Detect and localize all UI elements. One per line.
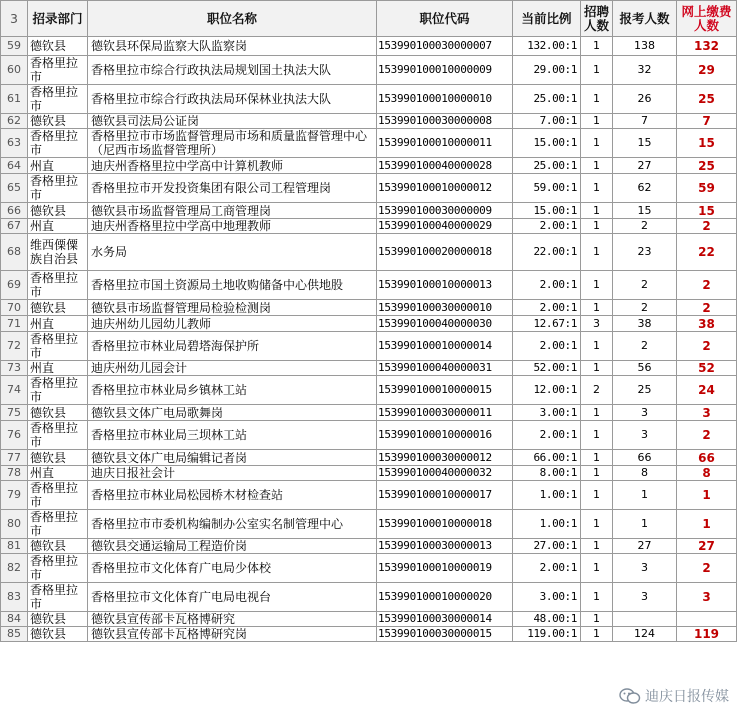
table-row xyxy=(1,554,737,583)
table-row xyxy=(1,539,737,554)
row-hire: 1 xyxy=(581,332,613,361)
row-hire: 1 xyxy=(581,612,613,627)
row-paid: 7 xyxy=(677,114,737,129)
row-ratio: 59.00:1 xyxy=(513,174,581,203)
watermark xyxy=(619,686,729,706)
row-code: 153990100010000016 xyxy=(377,421,513,450)
row-paid: 2 xyxy=(677,219,737,234)
row-paid: 2 xyxy=(677,271,737,300)
row-paid: 22 xyxy=(677,234,737,271)
row-applicants: 2 xyxy=(613,219,677,234)
row-code: 153990100030000015 xyxy=(377,627,513,642)
row-number: 82 xyxy=(1,554,28,583)
row-code: 153990100030000012 xyxy=(377,450,513,466)
position-header: 职位名称 xyxy=(88,1,377,37)
row-number: 64 xyxy=(1,158,28,174)
row-dept: 香格里拉市 xyxy=(28,332,88,361)
row-paid: 29 xyxy=(677,56,737,85)
row-applicants: 138 xyxy=(613,37,677,56)
row-number: 59 xyxy=(1,37,28,56)
row-number: 60 xyxy=(1,56,28,85)
row-dept: 德钦县 xyxy=(28,450,88,466)
row-code: 153990100030000010 xyxy=(377,300,513,316)
row-number: 66 xyxy=(1,203,28,219)
table-row xyxy=(1,271,737,300)
table-row xyxy=(1,332,737,361)
row-hire: 1 xyxy=(581,554,613,583)
row-paid: 15 xyxy=(677,129,737,158)
row-paid: 2 xyxy=(677,421,737,450)
row-code: 153990100010000018 xyxy=(377,510,513,539)
row-paid: 2 xyxy=(677,332,737,361)
row-paid: 66 xyxy=(677,450,737,466)
row-hire: 1 xyxy=(581,37,613,56)
row-applicants: 2 xyxy=(613,332,677,361)
row-paid: 25 xyxy=(677,158,737,174)
row-code: 153990100010000013 xyxy=(377,271,513,300)
paid-header: 网上缴费人数 xyxy=(677,1,737,37)
row-ratio: 15.00:1 xyxy=(513,129,581,158)
table-row xyxy=(1,300,737,316)
table-row xyxy=(1,612,737,627)
row-dept: 香格里拉市 xyxy=(28,129,88,158)
row-code: 153990100030000007 xyxy=(377,37,513,56)
row-dept: 香格里拉市 xyxy=(28,376,88,405)
row-number: 80 xyxy=(1,510,28,539)
row-paid: 2 xyxy=(677,300,737,316)
table-row xyxy=(1,466,737,481)
row-position: 香格里拉市文化体育广电局电视台 xyxy=(88,583,377,612)
row-ratio: 25.00:1 xyxy=(513,85,581,114)
row-ratio: 52.00:1 xyxy=(513,361,581,376)
row-ratio: 1.00:1 xyxy=(513,510,581,539)
row-number: 72 xyxy=(1,332,28,361)
row-dept: 德钦县 xyxy=(28,405,88,421)
row-paid: 38 xyxy=(677,316,737,332)
row-paid: 24 xyxy=(677,376,737,405)
row-applicants: 3 xyxy=(613,583,677,612)
row-ratio: 2.00:1 xyxy=(513,421,581,450)
row-dept: 州直 xyxy=(28,361,88,376)
row-dept: 州直 xyxy=(28,219,88,234)
row-ratio: 27.00:1 xyxy=(513,539,581,554)
row-ratio: 29.00:1 xyxy=(513,56,581,85)
table-row xyxy=(1,85,737,114)
row-ratio: 66.00:1 xyxy=(513,450,581,466)
table-row xyxy=(1,481,737,510)
row-applicants: 3 xyxy=(613,405,677,421)
row-applicants: 25 xyxy=(613,376,677,405)
row-hire: 3 xyxy=(581,316,613,332)
row-applicants: 27 xyxy=(613,539,677,554)
row-position: 香格里拉市林业局乡镇林工站 xyxy=(88,376,377,405)
row-code: 153990100030000011 xyxy=(377,405,513,421)
row-hire: 1 xyxy=(581,203,613,219)
row-hire: 1 xyxy=(581,114,613,129)
row-hire: 1 xyxy=(581,510,613,539)
table-row xyxy=(1,510,737,539)
row-code: 153990100040000028 xyxy=(377,158,513,174)
row-position: 香格里拉市林业局松园桥木材检查站 xyxy=(88,481,377,510)
row-code: 153990100010000015 xyxy=(377,376,513,405)
row-applicants: 26 xyxy=(613,85,677,114)
row-ratio: 7.00:1 xyxy=(513,114,581,129)
row-dept: 香格里拉市 xyxy=(28,85,88,114)
row-hire: 1 xyxy=(581,219,613,234)
row-hire: 1 xyxy=(581,405,613,421)
row-number: 76 xyxy=(1,421,28,450)
row-applicants: 7 xyxy=(613,114,677,129)
row-code: 153990100010000014 xyxy=(377,332,513,361)
row-hire: 1 xyxy=(581,85,613,114)
row-paid: 25 xyxy=(677,85,737,114)
row-number: 71 xyxy=(1,316,28,332)
table-row xyxy=(1,203,737,219)
row-code: 153990100010000011 xyxy=(377,129,513,158)
row-code: 153990100030000008 xyxy=(377,114,513,129)
table-row xyxy=(1,129,737,158)
table-row xyxy=(1,114,737,129)
table-row xyxy=(1,405,737,421)
row-dept: 香格里拉市 xyxy=(28,271,88,300)
row-position: 香格里拉市综合行政执法局环保林业执法大队 xyxy=(88,85,377,114)
row-ratio: 1.00:1 xyxy=(513,481,581,510)
row-position: 水务局 xyxy=(88,234,377,271)
table-row xyxy=(1,583,737,612)
row-hire: 1 xyxy=(581,361,613,376)
row-number-header: 3 xyxy=(1,1,28,37)
row-position: 德钦县司法局公证岗 xyxy=(88,114,377,129)
row-position: 德钦县文体广电局歌舞岗 xyxy=(88,405,377,421)
row-position: 德钦县文体广电局编辑记者岗 xyxy=(88,450,377,466)
row-hire: 1 xyxy=(581,56,613,85)
row-hire: 1 xyxy=(581,234,613,271)
row-paid: 3 xyxy=(677,405,737,421)
row-code: 153990100030000013 xyxy=(377,539,513,554)
row-position: 迪庆州香格里拉中学高中地理教师 xyxy=(88,219,377,234)
table-row xyxy=(1,174,737,203)
row-dept: 德钦县 xyxy=(28,114,88,129)
row-position: 迪庆日报社会计 xyxy=(88,466,377,481)
row-dept: 德钦县 xyxy=(28,37,88,56)
row-paid: 3 xyxy=(677,583,737,612)
row-paid: 27 xyxy=(677,539,737,554)
row-code: 153990100030000014 xyxy=(377,612,513,627)
table-row xyxy=(1,158,737,174)
row-position: 德钦县环保局监察大队监察岗 xyxy=(88,37,377,56)
row-ratio: 3.00:1 xyxy=(513,583,581,612)
row-dept: 德钦县 xyxy=(28,627,88,642)
row-hire: 2 xyxy=(581,376,613,405)
row-dept: 香格里拉市 xyxy=(28,421,88,450)
row-position: 香格里拉市林业局碧塔海保护所 xyxy=(88,332,377,361)
hire-header: 招聘人数 xyxy=(581,1,613,37)
row-dept: 州直 xyxy=(28,316,88,332)
row-number: 85 xyxy=(1,627,28,642)
row-number: 74 xyxy=(1,376,28,405)
row-ratio: 2.00:1 xyxy=(513,271,581,300)
row-dept: 州直 xyxy=(28,158,88,174)
row-position: 迪庆州幼儿园幼儿教师 xyxy=(88,316,377,332)
row-applicants: 15 xyxy=(613,129,677,158)
row-code: 153990100040000029 xyxy=(377,219,513,234)
row-hire: 1 xyxy=(581,174,613,203)
row-number: 65 xyxy=(1,174,28,203)
row-ratio: 3.00:1 xyxy=(513,405,581,421)
row-paid: 1 xyxy=(677,481,737,510)
row-number: 70 xyxy=(1,300,28,316)
row-dept: 维西傈僳族自治县 xyxy=(28,234,88,271)
row-dept: 香格里拉市 xyxy=(28,554,88,583)
row-position: 香格里拉市国土资源局土地收购储备中心供地股 xyxy=(88,271,377,300)
row-dept: 香格里拉市 xyxy=(28,481,88,510)
row-number: 79 xyxy=(1,481,28,510)
ratio-header: 当前比例 xyxy=(513,1,581,37)
row-code: 153990100010000009 xyxy=(377,56,513,85)
row-hire: 1 xyxy=(581,129,613,158)
row-position: 香格里拉市林业局三坝林工站 xyxy=(88,421,377,450)
row-position: 德钦县市场监督管理局检验检测岗 xyxy=(88,300,377,316)
row-hire: 1 xyxy=(581,481,613,510)
row-hire: 1 xyxy=(581,583,613,612)
row-number: 61 xyxy=(1,85,28,114)
row-applicants: 8 xyxy=(613,466,677,481)
row-hire: 1 xyxy=(581,627,613,642)
row-applicants xyxy=(613,612,677,627)
row-number: 69 xyxy=(1,271,28,300)
row-ratio: 2.00:1 xyxy=(513,219,581,234)
row-dept: 香格里拉市 xyxy=(28,583,88,612)
row-code: 153990100020000018 xyxy=(377,234,513,271)
row-paid: 132 xyxy=(677,37,737,56)
row-ratio: 8.00:1 xyxy=(513,466,581,481)
row-number: 83 xyxy=(1,583,28,612)
row-applicants: 38 xyxy=(613,316,677,332)
row-number: 78 xyxy=(1,466,28,481)
table-row xyxy=(1,219,737,234)
row-ratio: 2.00:1 xyxy=(513,300,581,316)
row-position: 迪庆州幼儿园会计 xyxy=(88,361,377,376)
row-code: 153990100010000017 xyxy=(377,481,513,510)
applicants-header: 报考人数 xyxy=(613,1,677,37)
row-hire: 1 xyxy=(581,450,613,466)
row-dept: 香格里拉市 xyxy=(28,174,88,203)
row-applicants: 3 xyxy=(613,554,677,583)
wechat-icon xyxy=(619,687,641,705)
row-position: 德钦县宣传部卡瓦格博研究岗 xyxy=(88,627,377,642)
row-applicants: 62 xyxy=(613,174,677,203)
row-dept: 德钦县 xyxy=(28,300,88,316)
table-row xyxy=(1,361,737,376)
row-ratio: 25.00:1 xyxy=(513,158,581,174)
row-hire: 1 xyxy=(581,158,613,174)
row-number: 77 xyxy=(1,450,28,466)
table-row xyxy=(1,421,737,450)
row-applicants: 27 xyxy=(613,158,677,174)
row-applicants: 23 xyxy=(613,234,677,271)
table-row xyxy=(1,627,737,642)
row-ratio: 12.00:1 xyxy=(513,376,581,405)
row-code: 153990100030000009 xyxy=(377,203,513,219)
row-code: 153990100010000010 xyxy=(377,85,513,114)
row-code: 153990100010000020 xyxy=(377,583,513,612)
row-position: 香格里拉市市场监督管理局市场和质量监督管理中心（尼西市场监督管理所） xyxy=(88,129,377,158)
row-paid: 59 xyxy=(677,174,737,203)
row-code: 153990100040000032 xyxy=(377,466,513,481)
header-row xyxy=(1,1,737,37)
row-code: 153990100040000030 xyxy=(377,316,513,332)
row-paid: 1 xyxy=(677,510,737,539)
row-applicants: 2 xyxy=(613,300,677,316)
row-position: 香格里拉市开发投资集团有限公司工程管理岗 xyxy=(88,174,377,203)
row-paid: 2 xyxy=(677,554,737,583)
row-number: 84 xyxy=(1,612,28,627)
row-ratio: 2.00:1 xyxy=(513,554,581,583)
row-hire: 1 xyxy=(581,300,613,316)
row-applicants: 32 xyxy=(613,56,677,85)
table-row xyxy=(1,56,737,85)
row-position: 香格里拉市综合行政执法局规划国土执法大队 xyxy=(88,56,377,85)
row-applicants: 56 xyxy=(613,361,677,376)
row-dept: 德钦县 xyxy=(28,612,88,627)
row-dept: 香格里拉市 xyxy=(28,56,88,85)
row-number: 68 xyxy=(1,234,28,271)
row-applicants: 124 xyxy=(613,627,677,642)
row-number: 67 xyxy=(1,219,28,234)
row-hire: 1 xyxy=(581,421,613,450)
row-dept: 州直 xyxy=(28,466,88,481)
row-applicants: 15 xyxy=(613,203,677,219)
row-ratio: 15.00:1 xyxy=(513,203,581,219)
row-applicants: 1 xyxy=(613,510,677,539)
table-row xyxy=(1,37,737,56)
row-applicants: 3 xyxy=(613,421,677,450)
table-row xyxy=(1,376,737,405)
row-hire: 1 xyxy=(581,466,613,481)
row-position: 香格里拉市文化体育广电局少体校 xyxy=(88,554,377,583)
row-number: 63 xyxy=(1,129,28,158)
row-hire: 1 xyxy=(581,271,613,300)
row-code: 153990100010000019 xyxy=(377,554,513,583)
row-paid: 15 xyxy=(677,203,737,219)
dept-header: 招录部门 xyxy=(28,1,88,37)
row-position: 迪庆州香格里拉中学高中计算机教师 xyxy=(88,158,377,174)
row-position: 德钦县交通运输局工程造价岗 xyxy=(88,539,377,554)
row-number: 75 xyxy=(1,405,28,421)
row-hire: 1 xyxy=(581,539,613,554)
row-code: 153990100040000031 xyxy=(377,361,513,376)
row-applicants: 66 xyxy=(613,450,677,466)
row-number: 81 xyxy=(1,539,28,554)
code-header: 职位代码 xyxy=(377,1,513,37)
row-position: 德钦县宣传部卡瓦格博研究 xyxy=(88,612,377,627)
row-code: 153990100010000012 xyxy=(377,174,513,203)
row-ratio: 2.00:1 xyxy=(513,332,581,361)
row-paid xyxy=(677,612,737,627)
row-position: 香格里拉市市委机构编制办公室实名制管理中心 xyxy=(88,510,377,539)
row-dept: 香格里拉市 xyxy=(28,510,88,539)
row-ratio: 48.00:1 xyxy=(513,612,581,627)
row-ratio: 12.67:1 xyxy=(513,316,581,332)
row-position: 德钦县市场监督管理局工商管理岗 xyxy=(88,203,377,219)
table-row xyxy=(1,316,737,332)
row-dept: 德钦县 xyxy=(28,203,88,219)
row-ratio: 132.00:1 xyxy=(513,37,581,56)
row-dept: 德钦县 xyxy=(28,539,88,554)
row-number: 73 xyxy=(1,361,28,376)
row-ratio: 119.00:1 xyxy=(513,627,581,642)
row-applicants: 2 xyxy=(613,271,677,300)
row-ratio: 22.00:1 xyxy=(513,234,581,271)
row-paid: 52 xyxy=(677,361,737,376)
row-paid: 8 xyxy=(677,466,737,481)
row-number: 62 xyxy=(1,114,28,129)
table-row xyxy=(1,234,737,271)
watermark-text: 迪庆日报传媒 xyxy=(645,689,729,705)
row-paid: 119 xyxy=(677,627,737,642)
row-applicants: 1 xyxy=(613,481,677,510)
table-row xyxy=(1,450,737,466)
